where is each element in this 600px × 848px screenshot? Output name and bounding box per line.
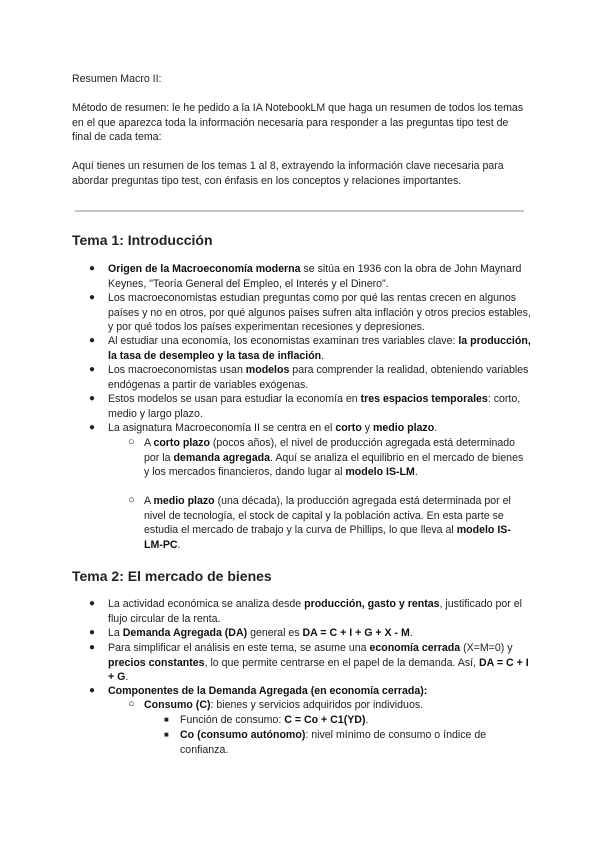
item-text: Función de consumo:	[180, 714, 285, 726]
item-text: , lo que permite centrarse en el papel de la demanda. Así,	[204, 656, 479, 669]
item-text: .	[409, 627, 413, 639]
item-text: .	[321, 349, 325, 362]
tema2-list-item	[89, 641, 532, 685]
bullet-disc-icon: ●	[89, 642, 96, 653]
tema1-list-item	[89, 363, 532, 392]
tema1-list-item	[89, 291, 532, 335]
tema1-list-item	[89, 421, 532, 436]
item-text: .	[177, 538, 181, 551]
item-text: Estos modelos se usan para estudiar la economía en	[108, 393, 361, 405]
bold-text: Co (consumo autónomo)	[180, 729, 306, 741]
bullet-disc-icon: ●	[89, 335, 96, 346]
item-text: Al estudiar una economía, los economistas examinan tres variables clave:	[108, 335, 459, 347]
tema2-heading: Tema 2: El mercado de bienes	[72, 568, 272, 584]
tema2-list-item	[89, 626, 532, 641]
item-text: Para simplificar el análisis en este tema, se asume una	[108, 642, 370, 654]
bold-text: corto plazo	[153, 437, 210, 449]
bold-text: DA = C + I + G	[108, 656, 529, 683]
tema2-subsublist-item	[164, 713, 530, 728]
bullet-square-icon: ■	[164, 715, 169, 724]
bold-text: Componentes de la Demanda Agregada (en economía cerrada):	[108, 685, 428, 697]
tema1-list-item	[89, 392, 532, 421]
item-text: La actividad económica se analiza desde	[108, 598, 305, 610]
document-title: Resumen Macro II:	[72, 73, 162, 85]
item-text: : nivel mínimo de consumo o índice de confianza.	[180, 729, 487, 756]
bullet-disc-icon: ●	[89, 263, 96, 274]
item-text: , justificado por el flujo circular de la renta.	[108, 598, 522, 625]
bold-text: Origen de la Macroeconomía moderna	[108, 263, 301, 275]
item-text: Los macroeconomistas usan	[108, 364, 246, 376]
bold-text: modelo IS-LM	[345, 466, 415, 478]
bullet-disc-icon: ●	[89, 685, 96, 696]
bold-text: corto	[335, 422, 362, 434]
bullet-disc-icon: ●	[89, 292, 96, 303]
tema1-sublist-item	[128, 436, 528, 480]
bold-text: medio plazo	[153, 495, 215, 507]
bullet-disc-icon: ●	[89, 393, 96, 404]
bold-text: Consumo (C)	[144, 699, 211, 711]
item-text: A	[144, 437, 154, 449]
bold-text: modelos	[245, 364, 290, 376]
item-text: .	[434, 422, 438, 434]
item-text: .	[414, 466, 418, 478]
bullet-square-icon: ■	[164, 730, 169, 739]
bullet-circle-icon: ○	[128, 494, 135, 506]
item-text: y	[361, 422, 373, 434]
tema2-list-item	[89, 597, 532, 626]
item-text: . Aquí se analiza el equilibrio en el mercado de bienes y los mercados financieros, dando lugar al	[144, 451, 524, 478]
bold-text: medio plazo	[372, 422, 435, 434]
item-text: La asignatura Macroeconomía II se centra en el	[108, 422, 336, 434]
item-text: (pocos años), el nivel de producción agregada está determinado por la	[144, 437, 516, 464]
method-paragraph: Método de resumen: le he pedido a la IA NotebookLM que haga un resumen de todos los temas en el que aparezca toda la información necesaria para responder a las preguntas tipo test de final de cada tema:	[72, 102, 524, 143]
tema2-list-item	[89, 684, 532, 699]
item-text: general es	[247, 627, 303, 639]
bold-text: tres espacios temporales	[360, 393, 488, 405]
item-text: se sitúa en 1936 con la obra de John Maynard Keynes, "Teoría General del Empleo, el Interés y el Dinero".	[108, 263, 522, 290]
tema1-heading: Tema 1: Introducción	[72, 232, 213, 248]
item-text: Los macroeconomistas estudian preguntas como por qué las rentas crecen en algunos países y no en otros, por qué algunos países sufren alta inflación y otros precios estables, y por qué todos los países experimentan recesiones y depresiones.	[108, 292, 531, 333]
bullet-disc-icon: ●	[89, 364, 96, 375]
item-text: : bienes y servicios adquiridos por individuos.	[210, 699, 424, 711]
bullet-circle-icon: ○	[128, 436, 135, 448]
bold-text: DA = C + I + G + X - M	[302, 627, 410, 639]
tema1-list-item	[89, 262, 532, 291]
tema1-list-item	[89, 334, 532, 363]
item-text: (X=M=0) y	[460, 642, 513, 654]
bold-text: precios constantes	[108, 656, 205, 669]
bold-text: demanda agregada	[173, 451, 271, 464]
bullet-disc-icon: ●	[89, 598, 96, 609]
tema2-subsublist-item	[164, 728, 530, 757]
bold-text: C = Co + C1(YD)	[284, 714, 366, 726]
bullet-disc-icon: ●	[89, 627, 96, 638]
item-text: .	[125, 671, 129, 683]
item-text: La	[108, 627, 123, 639]
item-text: para comprender la realidad, obteniendo variables endógenas a partir de variables exógenas.	[108, 364, 529, 391]
bold-text: la producción, la tasa de desempleo y la tasa de inflación	[108, 335, 531, 362]
bullet-disc-icon: ●	[89, 422, 96, 433]
item-text: A	[144, 495, 154, 507]
item-text: (una década), la producción agregada está determinada por el nivel de tecnología, el stock de capital y la población activa. En esta parte se estudia el mercado de trabajo y la curva de Phillips, lo que lleva al	[144, 495, 511, 536]
bold-text: modelo IS-LM-PC	[144, 524, 511, 551]
horizontal-divider	[75, 210, 524, 212]
bold-text: Demanda Agregada (DA)	[122, 627, 248, 639]
bullet-circle-icon: ○	[128, 698, 135, 710]
tema2-sublist-item	[128, 698, 528, 713]
item-text: .	[365, 714, 369, 726]
bold-text: economía cerrada	[369, 642, 461, 654]
intro-paragraph: Aquí tienes un resumen de los temas 1 al 8, extrayendo la información clave necesaria para abordar preguntas tipo test, con énfasis en los conceptos y relaciones importantes.	[72, 160, 504, 187]
tema1-sublist-item	[128, 494, 528, 552]
item-text: : corto, medio y largo plazo.	[108, 393, 521, 420]
bold-text: producción, gasto y rentas	[304, 598, 440, 610]
